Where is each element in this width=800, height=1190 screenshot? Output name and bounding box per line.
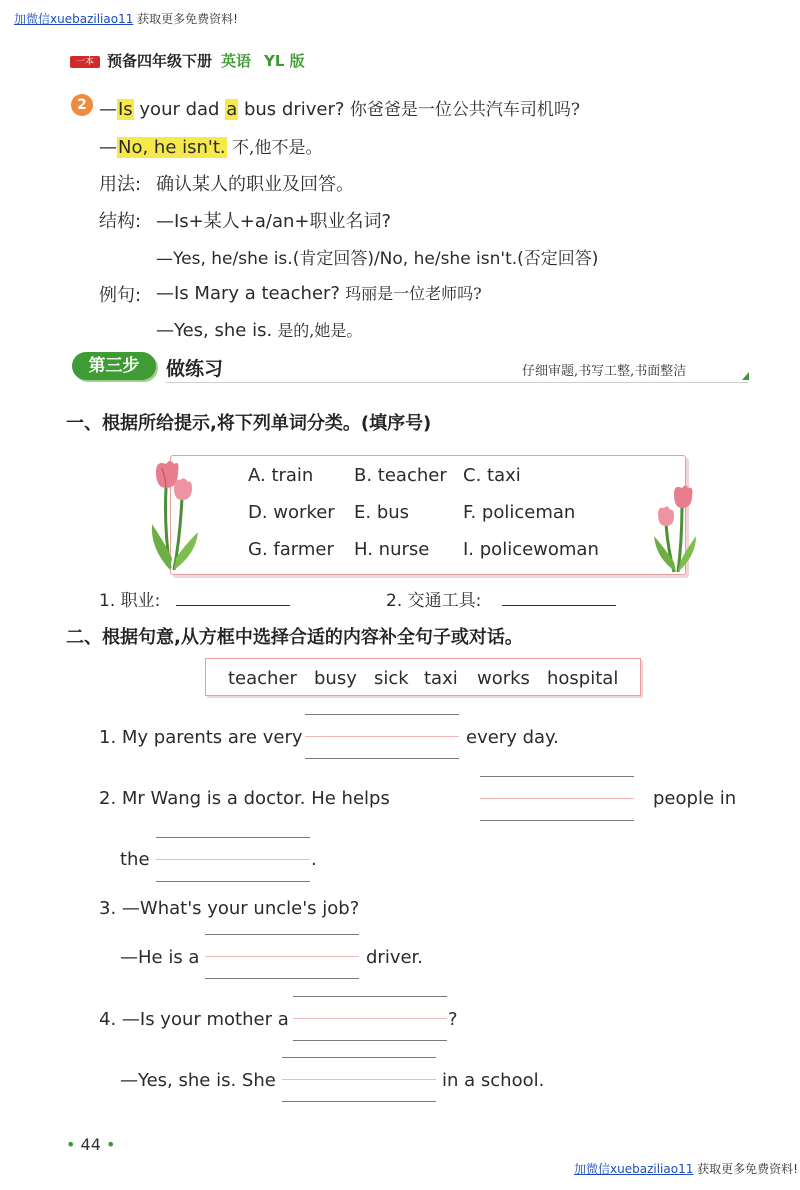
watermark-suffix: 获取更多免费资料! xyxy=(693,1162,798,1176)
q2-line2-prefix: the xyxy=(120,849,150,870)
option-works: works xyxy=(477,668,530,689)
usage-label: 用法: xyxy=(99,174,142,195)
page-dot-left: • xyxy=(66,1135,76,1154)
answer-blank-transport[interactable] xyxy=(502,605,616,606)
example-label: 例句: xyxy=(99,285,142,306)
question-text: your dad xyxy=(133,99,226,120)
page-number xyxy=(66,1135,115,1154)
q4-prefix: 4. —Is your mother a xyxy=(99,1009,289,1030)
watermark-prefix: 加微信 xyxy=(574,1162,611,1176)
section1-q1-label: 1. 职业: xyxy=(99,591,161,611)
step-title: 做练习 xyxy=(166,358,224,380)
tulip-left-icon xyxy=(148,458,204,576)
usage-text: 确认某人的职业及回答。 xyxy=(156,174,354,195)
q1-blank[interactable] xyxy=(305,714,459,758)
q4-line2-prefix: —Yes, she is. She xyxy=(120,1070,276,1091)
q1-prefix: 1. My parents are very xyxy=(99,727,303,748)
q1-suffix: every day. xyxy=(466,727,559,748)
section2-heading: 二、根据句意,从方框中选择合适的内容补全句子或对话。 xyxy=(66,627,523,648)
q3-suffix: driver. xyxy=(366,947,424,968)
step-pill: 第三步 xyxy=(72,352,156,380)
option-taxi: taxi xyxy=(424,668,458,689)
answer-blank-occupation[interactable] xyxy=(176,605,290,606)
q3-prefix: —He is a xyxy=(120,947,200,968)
q3-line1: 3. —What's your uncle's job? xyxy=(99,898,360,919)
highlight-is: Is xyxy=(118,99,133,120)
example-chinese: 玛丽是一位老师吗? xyxy=(340,284,482,303)
q4-blank1[interactable] xyxy=(293,996,447,1040)
question-chinese: 你爸爸是一位公共汽车司机吗? xyxy=(344,100,580,120)
watermark-id: xuebaziliao11 xyxy=(610,1162,694,1176)
watermark-bottom xyxy=(574,1160,798,1177)
structure-line1: —Is+某人+a/an+职业名词? xyxy=(156,211,392,232)
dialog-question xyxy=(99,95,580,120)
dialog-number: 2 xyxy=(71,94,93,116)
watermark-suffix: 获取更多免费资料! xyxy=(133,12,238,26)
section1-heading: 一、根据所给提示,将下列单词分类。(填序号) xyxy=(66,413,432,434)
watermark-prefix: 加微信 xyxy=(14,12,51,26)
q2-line2-suffix: . xyxy=(311,849,317,870)
page-number-value: 44 xyxy=(80,1135,101,1154)
step-tip: 仔细审题,书写工整,书面整洁 xyxy=(522,364,687,379)
word-g: G. farmer xyxy=(248,539,334,560)
word-d: D. worker xyxy=(248,502,335,523)
q4-blank2[interactable] xyxy=(282,1057,436,1101)
option-teacher: teacher xyxy=(228,668,297,689)
q3-blank[interactable] xyxy=(205,934,359,978)
option-busy: busy xyxy=(314,668,357,689)
word-b: B. teacher xyxy=(354,465,447,486)
q4-suffix: ? xyxy=(448,1009,458,1030)
example-chinese: 是的,她是。 xyxy=(272,321,363,340)
question-text: bus driver? xyxy=(238,99,345,120)
word-i: I. policewoman xyxy=(463,539,599,560)
example-line1 xyxy=(156,281,482,304)
word-f: F. policeman xyxy=(463,502,576,523)
step-divider xyxy=(166,382,748,383)
watermark-top xyxy=(14,10,238,27)
word-a: A. train xyxy=(248,465,314,486)
header-grade: 预备四年级下册 xyxy=(107,52,213,70)
structure-line2: —Yes, he/she is.(肯定回答)/No, he/she isn't.(否定回答) xyxy=(156,249,599,269)
word-h: H. nurse xyxy=(354,539,430,560)
highlight-answer: No, he isn't. xyxy=(118,137,226,158)
example-english: —Is Mary a teacher? xyxy=(156,283,340,304)
dash: — xyxy=(99,99,117,120)
option-sick: sick xyxy=(374,668,409,689)
dialog-answer xyxy=(99,133,322,158)
corner-triangle-icon xyxy=(742,372,749,380)
header-subject: 英语 xyxy=(221,52,252,70)
dash: — xyxy=(99,137,117,158)
q2-prefix: 2. Mr Wang is a doctor. He helps xyxy=(99,788,390,809)
structure-label: 结构: xyxy=(99,211,142,232)
highlight-a: a xyxy=(226,99,238,120)
tulip-right-icon xyxy=(652,484,698,576)
option-hospital: hospital xyxy=(547,668,619,689)
watermark-id: xuebaziliao11 xyxy=(50,12,134,26)
q2-blank2[interactable] xyxy=(156,837,310,881)
example-line2 xyxy=(156,318,362,341)
word-c: C. taxi xyxy=(463,465,521,486)
word-e: E. bus xyxy=(354,502,410,523)
header-edition: YL 版 xyxy=(264,52,305,70)
q2-blank1[interactable] xyxy=(480,776,634,820)
q2-suffix: people in xyxy=(653,788,737,809)
q4-line2-suffix: in a school. xyxy=(442,1070,545,1091)
page-dot-right: • xyxy=(105,1135,116,1154)
answer-chinese: 不,他不是。 xyxy=(226,138,323,158)
header-badge: 一本 xyxy=(70,56,100,68)
section1-q2-label: 2. 交通工具: xyxy=(386,591,482,611)
example-english: —Yes, she is. xyxy=(156,320,273,341)
